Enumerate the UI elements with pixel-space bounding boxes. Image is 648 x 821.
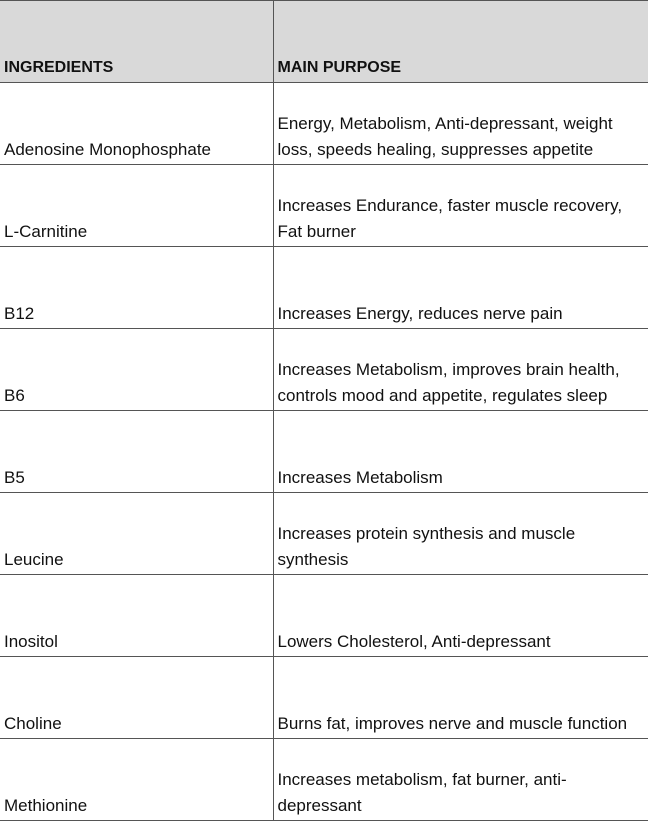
ingredient-cell: B6 bbox=[0, 329, 273, 411]
purpose-cell: Increases Metabolism bbox=[273, 411, 648, 493]
table-row bbox=[0, 411, 648, 493]
purpose-cell: Increases metabolism, fat burner, anti-depressant bbox=[273, 739, 648, 821]
header-row bbox=[0, 1, 648, 83]
purpose-cell: Increases Endurance, faster muscle recovery, Fat burner bbox=[273, 165, 648, 247]
table-row bbox=[0, 247, 648, 329]
header-main-purpose: MAIN PURPOSE bbox=[273, 1, 648, 83]
table-row bbox=[0, 493, 648, 575]
ingredient-cell: L-Carnitine bbox=[0, 165, 273, 247]
ingredient-cell: B12 bbox=[0, 247, 273, 329]
purpose-cell: Increases Metabolism, improves brain health, controls mood and appetite, regulates sleep bbox=[273, 329, 648, 411]
table-row bbox=[0, 739, 648, 821]
purpose-cell: Increases Energy, reduces nerve pain bbox=[273, 247, 648, 329]
table-row bbox=[0, 83, 648, 165]
purpose-cell: Burns fat, improves nerve and muscle function bbox=[273, 657, 648, 739]
ingredient-cell: Leucine bbox=[0, 493, 273, 575]
ingredient-cell: Choline bbox=[0, 657, 273, 739]
table-row bbox=[0, 657, 648, 739]
table-row bbox=[0, 165, 648, 247]
ingredient-cell: Methionine bbox=[0, 739, 273, 821]
table-row bbox=[0, 575, 648, 657]
purpose-cell: Lowers Cholesterol, Anti-depressant bbox=[273, 575, 648, 657]
ingredient-cell: Inositol bbox=[0, 575, 273, 657]
purpose-cell: Energy, Metabolism, Anti-depressant, weight loss, speeds healing, suppresses appetite bbox=[273, 83, 648, 165]
table-row bbox=[0, 329, 648, 411]
header-ingredients: INGREDIENTS bbox=[0, 1, 273, 83]
ingredient-cell: Adenosine Monophosphate bbox=[0, 83, 273, 165]
ingredient-cell: B5 bbox=[0, 411, 273, 493]
purpose-cell: Increases protein synthesis and muscle synthesis bbox=[273, 493, 648, 575]
